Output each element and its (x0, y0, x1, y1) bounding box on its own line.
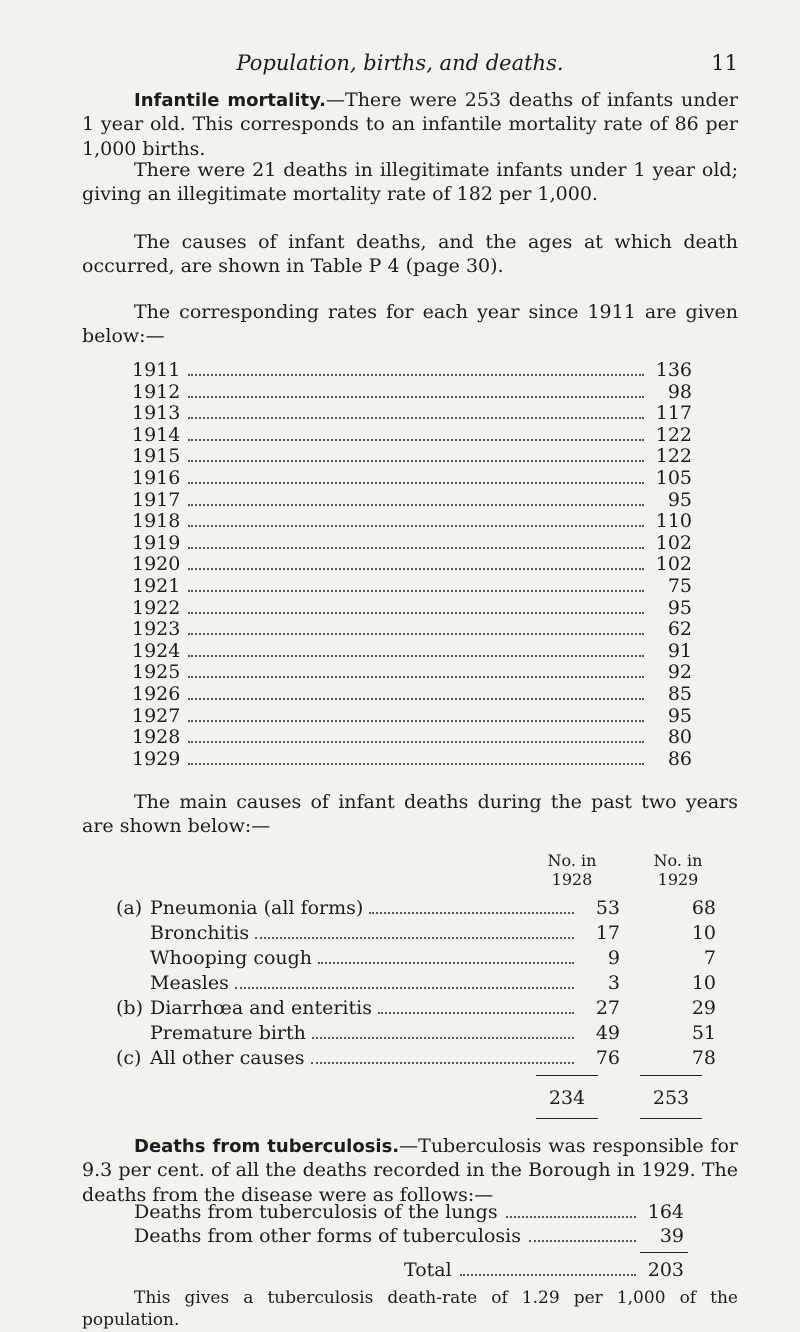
total-rule-top-1928 (536, 1075, 598, 1076)
tb-deaths-list (134, 1200, 684, 1248)
infant-paragraph-4: The corresponding rates for each year since 1911 are given below:— (82, 301, 738, 348)
list-item: Deaths from tuberculosis of the lungs 164 (134, 1201, 684, 1223)
rate-row: 1916 105 (132, 466, 692, 489)
total-rule-top-1929 (640, 1075, 702, 1076)
total-1928: 234 (548, 1087, 586, 1109)
causes-column-headers (0, 852, 800, 892)
infant-paragraph-1: Infantile mortality.—There were 253 deaths of infants under 1 year old. This corresponds to an infantile mortality rate of 86 per 1,000 births. (82, 89, 738, 160)
infant-paragraph-3-block (82, 230, 738, 279)
table-row: (b) Diarrhœa and enteritis 27 29 (116, 997, 716, 1019)
tb-paragraph-2: This gives a tuberculosis death-rate of 1.29 per 1,000 of the population. (82, 1288, 738, 1330)
causes-intro-block (82, 790, 738, 839)
tb-paragraph-2-block (82, 1288, 738, 1330)
rate-row: 1918 110 (132, 510, 692, 533)
rate-row: 1921 75 (132, 574, 692, 597)
table-row: Whooping cough 9 7 (150, 947, 716, 969)
rate-row: 1922 95 (132, 596, 692, 619)
tuberculosis-section (82, 1134, 738, 1207)
rate-row: 1927 95 (132, 704, 692, 727)
rate-row: 1915 122 (132, 445, 692, 468)
table-row: Measles 3 10 (150, 972, 716, 994)
infant-paragraph-3: The causes of infant deaths, and the ages at which death occurred, are shown in Table P 4 (page 30). (82, 231, 738, 278)
rate-row: 1923 62 (132, 618, 692, 641)
annual-rates-list (132, 358, 692, 768)
table-row: Bronchitis 17 10 (150, 922, 716, 944)
rate-row: 1917 95 (132, 488, 692, 511)
rate-row: 1914 122 (132, 423, 692, 446)
running-title: Population, births, and deaths. (236, 51, 564, 75)
page-number: 11 (711, 51, 738, 75)
col-1928-header: No. in 1928 (547, 851, 597, 889)
table-row: (c) All other causes 76 78 (116, 1047, 716, 1069)
rate-row: 1919 102 (132, 531, 692, 554)
rate-row: 1911 136 (132, 359, 692, 381)
list-item: Deaths from other forms of tuberculosis 39 (134, 1225, 684, 1247)
infant-mortality-section (82, 88, 738, 161)
tb-total-rule-top (640, 1252, 688, 1253)
table-row: (a) Pneumonia (all forms) 53 68 (116, 897, 716, 919)
causes-table (116, 896, 716, 1071)
rate-row: 1920 102 (132, 553, 692, 576)
infant-paragraph-2-block (82, 158, 738, 207)
col-1929-header: No. in 1929 (653, 851, 703, 889)
rate-row: 1912 98 (132, 380, 692, 403)
tb-paragraph-1: Deaths from tuberculosis.—Tuberculosis was responsible for 9.3 per cent. of all the deaths recorded in the Borough in 1929. The deaths from the disease were as follows:— (82, 1135, 738, 1206)
total-1929: 253 (652, 1087, 690, 1109)
causes-intro: The main causes of infant deaths during the past two years are shown below:— (82, 791, 738, 838)
rate-row: 1913 117 (132, 402, 692, 425)
rate-row: 1924 91 (132, 639, 692, 662)
table-row: Premature birth 49 51 (150, 1022, 716, 1044)
rate-row: 1928 80 (132, 726, 692, 749)
page-header (0, 50, 800, 80)
tb-heading: Deaths from tuberculosis. (134, 1136, 400, 1157)
rate-row: 1926 85 (132, 682, 692, 705)
total-rule-bottom-1929 (640, 1118, 702, 1119)
tb-total-row: Total 203 (404, 1259, 684, 1281)
infant-paragraph-2: There were 21 deaths in illegitimate infants under 1 year old; giving an illegitimate mortality rate of 182 per 1,000. (82, 159, 738, 206)
infant-paragraph-4-block (82, 300, 738, 349)
infant-heading: Infantile mortality. (134, 90, 327, 111)
rate-row: 1929 86 (132, 747, 692, 770)
rate-row: 1925 92 (132, 661, 692, 684)
total-rule-bottom-1928 (536, 1118, 598, 1119)
